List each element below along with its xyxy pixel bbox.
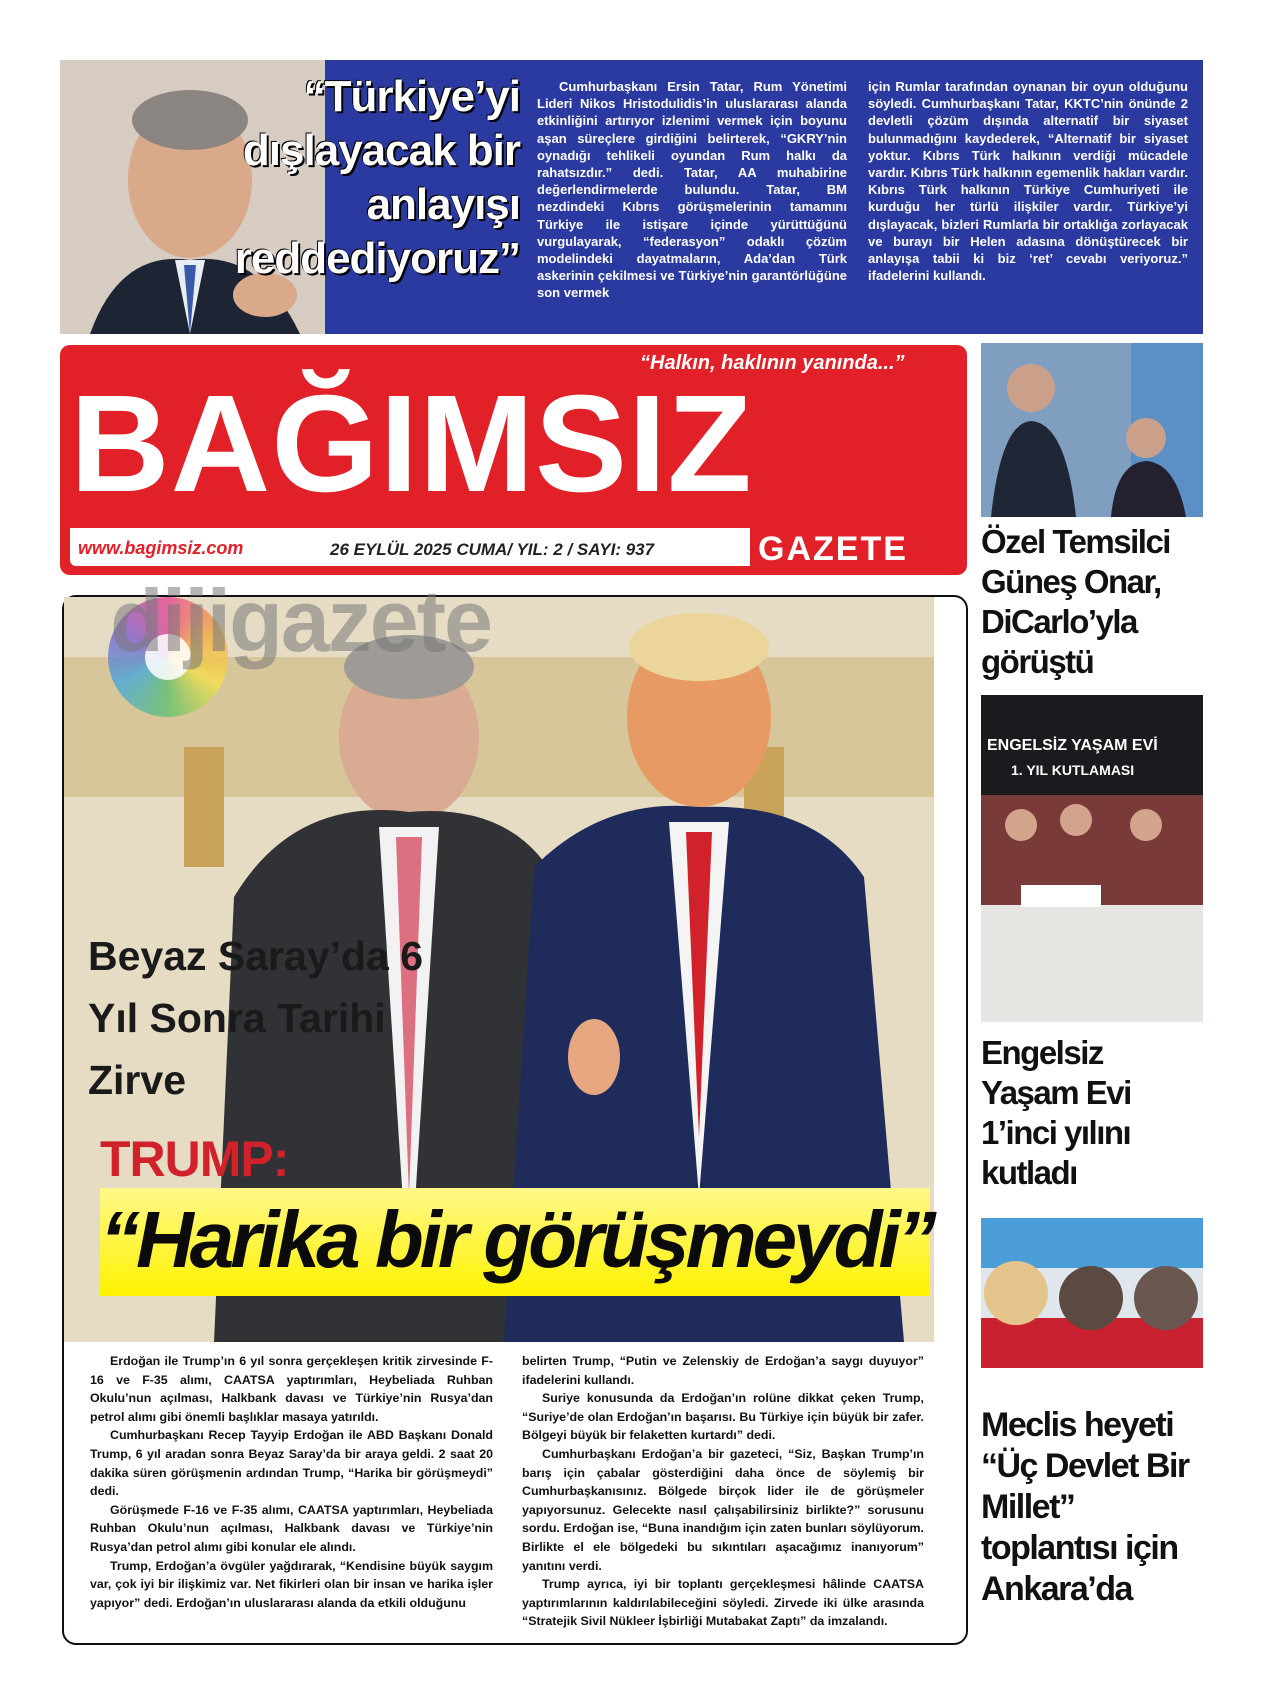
- main-story-paragraph: Cumhurbaşkanı Recep Tayyip Erdoğan ile ABD Başkanı Donald Trump, 6 yıl aradan sonra Beyaz Saray’da bir araya geldi. 2 saat 20 dakika süren görüşmenin ardından Trump, “Harika bir görüşmeydi” dedi.: [90, 1428, 493, 1499]
- main-story-paragraph: Cumhurbaşkanı Erdoğan’a bir gazeteci, “Siz, Başkan Trump’ın barış için çabalar gösterdiğini daha önce de söylemiş bir Cumhurbaşkanısınız. Bölgede birçok lider ile de görüşmeler yapıyorsunuz. Gelecekte nasıl çalışabilirsiniz birlikte?” sorusunu sordu. Erdoğan ise, “Buna inandığım için zaten bunları söylüyorum. Birlikte el ele bölgedeki bu sıkıntıları aşacağımız inanıyorum” yanıtını verdi.: [522, 1446, 924, 1573]
- main-story-paragraph: Suriye konusunda da Erdoğan’ın rolüne dikkat çeken Trump, “Suriye’de olan Erdoğan’ın başarısı. Bu Türkiye için büyük bir zafer. Bölgeyi büyük bir felaketten kurtardı” dedi.: [522, 1391, 924, 1443]
- main-story-subhead: Beyaz Saray’da 6 Yıl Sonra Tarihi Zirve: [88, 933, 424, 1103]
- website-link[interactable]: www.bagimsiz.com: [78, 538, 244, 558]
- engelsiz-photo-banner-sub: 1. YIL KUTLAMASI: [1011, 762, 1135, 778]
- main-story-col1: [90, 1352, 493, 1612]
- banner-paragraph-col1: Cumhurbaşkanı Ersin Tatar, Rum Yönetimi Lideri Nikos Hristodulidis’in uluslararası alanda etkinliğini artırıyor izlenimi vermek için boyunu aşan süreçlere girdiğini belirterek, “GKRY’nin oynadığı tehlikeli oyundan Rum halkı da rahatsızdır.” dedi. Tatar, AA muhabirine değerlendirmelerde bulundu. Tatar, BM nezdindeki Kıbrıs görüşmelerinin tamamını Türkiye ile istişare içinde yürüttüğünü vurgulayarak, “federasyon” odaklı çözüm modelindeki dayatmaların, Ada’dan Türk askerinin çekilmesi ve Türkiye’nin garantörlüğüne son vermek: [537, 79, 847, 301]
- main-story-paragraph: Erdoğan ile Trump’ın 6 yıl sonra gerçekleşen kritik zirvesinde F-16 ve F-35 alımı, CAATSA yaptırımları, Heybeliada Ruhban Okulu’nun açılması, Halkbank davası ve Türkiye’nin Rusya’dan petrol alımı gibi önemli başlıklar masaya yatırıldı.: [90, 1354, 493, 1424]
- side-story-headline-onar[interactable]: Özel Temsilci Güneş Onar, DiCarlo’yla görüştü: [981, 523, 1170, 680]
- main-story-paragraph: Trump ayrıca, iyi bir toplantı gerçekleşmesi hâlinde CAATSA yaptırımlarının kaldırılabileceğini söyledi. Zirvede iki ülke arasında “Stratejik Sivil Nükleer İşbirliği Mutabakat Zaptı” da imzalandı.: [522, 1577, 924, 1629]
- banner-quote-headline: “Türkiye’yi dışlayacak bir anlayışı reddediyoruz”: [234, 72, 520, 283]
- side-story-headline-meclis[interactable]: Meclis heyeti “Üç Devlet Bir Millet” toplantısı için Ankara’da: [981, 1406, 1189, 1608]
- newspaper-subtitle: GAZETE: [758, 530, 908, 568]
- newspaper-title: BAĞIMSIZ: [70, 367, 753, 521]
- watermark-text: dijigazete: [110, 571, 491, 670]
- side-story-photo-engelsiz[interactable]: [981, 695, 1203, 1022]
- main-story-speaker-label: TRUMP:: [100, 1131, 289, 1187]
- side-story-photo-meclis[interactable]: [981, 1218, 1203, 1368]
- engelsiz-photo-banner-text: ENGELSİZ YAŞAM EVİ: [987, 737, 1158, 754]
- side-story-photo-onar[interactable]: [981, 343, 1203, 517]
- meclis-delegation-image: [981, 1218, 1203, 1368]
- main-story-col2: [522, 1352, 924, 1631]
- main-story-paragraph: Trump, Erdoğan’a övgüler yağdırarak, “Kendisine büyük saygım var, çok iyi bir ilişkimiz var. Net fikirleri olan bir insan ve harika işler yapıyor” dedi. Erdoğan’ın uluslararası alanda da etkili olduğunu: [90, 1558, 493, 1610]
- onar-dicarlo-image: [981, 343, 1203, 517]
- masthead-slogan: “Halkın, haklının yanında...”: [640, 352, 905, 374]
- main-story-paragraph: belirten Trump, “Putin ve Zelenskiy de Erdoğan’a saygı duyuyor” ifadelerini kullandı.: [522, 1354, 924, 1387]
- side-story-headline-engelsiz[interactable]: Engelsiz Yaşam Evi 1’inci yılını kutladı: [981, 1034, 1131, 1191]
- issue-dateline: 26 EYLÜL 2025 CUMA/ YIL: 2 / SAYI: 937: [330, 540, 655, 559]
- main-story-headline[interactable]: “Harika bir görüşmeydi”: [100, 1195, 933, 1284]
- engelsiz-celebration-image: [981, 695, 1203, 1022]
- main-story-paragraph: Görüşmede F-16 ve F-35 alımı, CAATSA yaptırımları, Heybeliada Ruhban Okulu’nun açılması, Halkbank davası ve Türkiye’nin Rusya’dan petrol alımı gibi konular ele alındı.: [90, 1502, 493, 1554]
- banner-paragraph-col2: için Rumlar tarafından oynanan bir oyun olduğunu söyledi. Cumhurbaşkanı Tatar, KKTC’nin önünde 2 devletli çözüm dışında alternatif bir siyaset bulunmadığını kaydederek, “Alternatif bir siyaset yoktur. Kıbrıs Türk halkının verdiği mücadele vardır. Kıbrıs Türk halkının egemenlik hakları vardır. Kıbrıs Türk halkının Türkiye Cumhuriyeti ile kurduğu her türlü ilişkiler vardır. Türkiye’yi dışlayacak, bizleri Rumlarla bir ortaklığa zorlayacak ve burayı bir Helen adasına dönüştürecek bir anlayışa tabii ki biz ‘ret’ cevabı veriyoruz.” ifadelerini kullandı.: [868, 79, 1188, 284]
